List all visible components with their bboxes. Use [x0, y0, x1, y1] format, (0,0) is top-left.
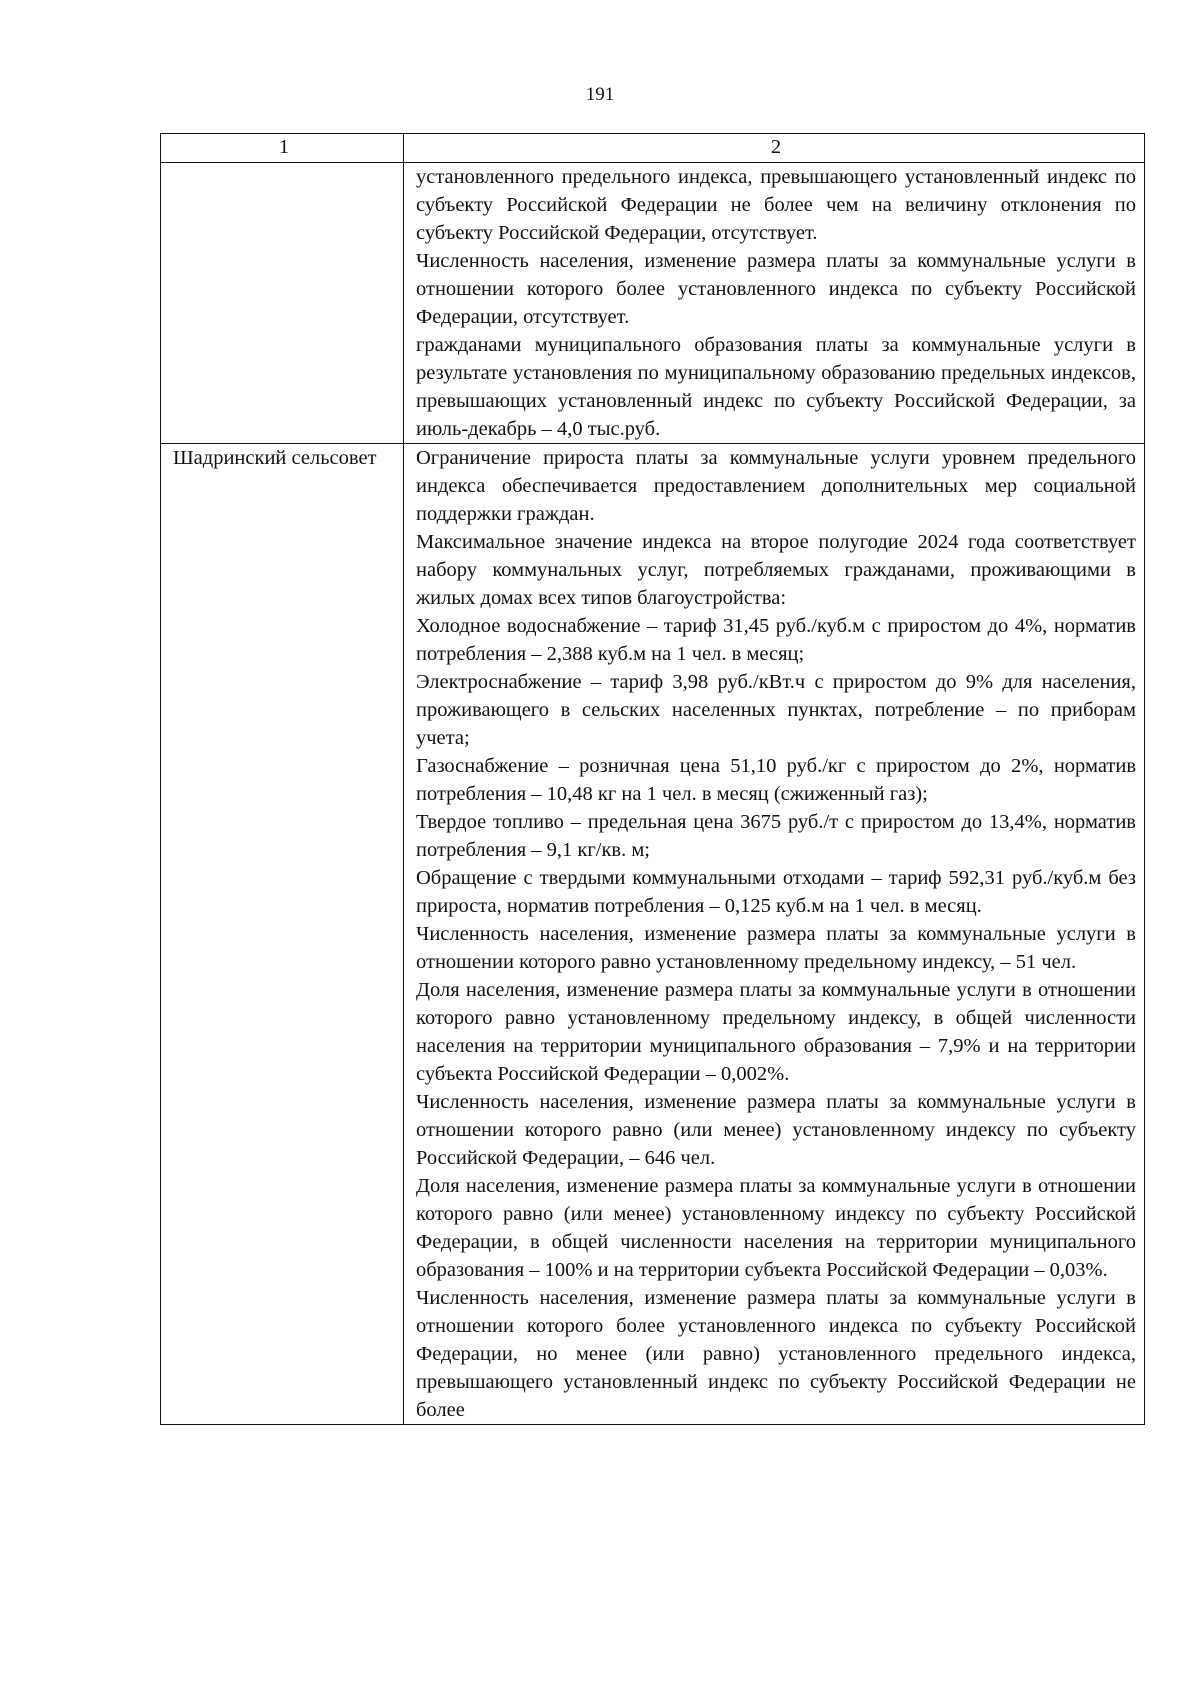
paragraph: Электроснабжение – тариф 3,98 руб./кВт.ч с приростом до 9% для населения, проживающего в сельских населенных пунктах, потребление – по приборам учета;: [416, 671, 1136, 749]
paragraph: Максимальное значение индекса на второе полугодие 2024 года соответствует набору коммунальных услуг, потребляемых гражданами, проживающими в жилых домах всех типов благоустройства:: [416, 531, 1136, 609]
row-content: [404, 163, 1145, 444]
paragraph: Доля населения, изменение размера платы за коммунальные услуги в отношении которого равно установленному предельному индексу, в общей численности населения на территории муниципального образования – 7,9% и на территории субъекта Российской Федерации – 0,002%.: [416, 979, 1136, 1085]
paragraph: Газоснабжение – розничная цена 51,10 руб./кг с приростом до 2%, норматив потребления – 10,48 кг на 1 чел. в месяц (сжиженный газ);: [416, 755, 1136, 805]
paragraph: гражданами муниципального образования платы за коммунальные услуги в результате установления по муниципальному образованию предельных индексов, превышающих установленный индекс по субъекту Российской Федерации, за июль-декабрь – 4,0 тыс.руб.: [416, 334, 1136, 440]
paragraph: Численность населения, изменение размера платы за коммунальные услуги в отношении которого более установленного индекса по субъекту Российской Федерации, но менее (или равно) установленного предельного индекса, превышающего установленный индекс по субъекту Российской Федерации не более: [416, 1287, 1136, 1421]
row-content: [404, 444, 1145, 1425]
column-header-2: 2: [404, 134, 1145, 163]
paragraph: Холодное водоснабжение – тариф 31,45 руб./куб.м с приростом до 4%, норматив потребления – 2,388 куб.м на 1 чел. в месяц;: [416, 615, 1136, 665]
paragraph: Численность населения, изменение размера платы за коммунальные услуги в отношении которого равно установленному предельному индексу, – 51 чел.: [416, 923, 1136, 973]
paragraph: установленного предельного индекса, превышающего установленный индекс по субъекту Российской Федерации не более чем на величину отклонения по субъекту Российской Федерации, отсутствует.: [416, 166, 1136, 244]
table-header-row: [161, 134, 1145, 163]
column-header-1: 1: [161, 134, 404, 163]
page-number: 191: [585, 84, 615, 105]
table-row: [161, 163, 1145, 444]
paragraph: Обращение с твердыми коммунальными отходами – тариф 592,31 руб./куб.м без прироста, норматив потребления – 0,125 куб.м на 1 чел. в месяц.: [416, 867, 1136, 917]
row-label: [161, 163, 404, 444]
row-label: Шадринский сельсовет: [161, 444, 404, 1425]
paragraph: Твердое топливо – предельная цена 3675 руб./т с приростом до 13,4%, норматив потребления – 9,1 кг/кв. м;: [416, 811, 1136, 861]
paragraph: Численность населения, изменение размера платы за коммунальные услуги в отношении которого более установленного индекса по субъекту Российской Федерации, отсутствует.: [416, 250, 1136, 328]
paragraph: Численность населения, изменение размера платы за коммунальные услуги в отношении которого равно (или менее) установленному индексу по субъекту Российской Федерации, – 646 чел.: [416, 1091, 1136, 1169]
table-row: [161, 444, 1145, 1425]
document-table: [160, 133, 1145, 1425]
paragraph: Ограничение прироста платы за коммунальные услуги уровнем предельного индекса обеспечивается предоставлением дополнительных мер социальной поддержки граждан.: [416, 447, 1136, 525]
paragraph: Доля населения, изменение размера платы за коммунальные услуги в отношении которого равно (или менее) установленному индексу по субъекту Российской Федерации, в общей численности населения на территории муниципального образования – 100% и на территории субъекта Российской Федерации – 0,03%.: [416, 1175, 1136, 1281]
